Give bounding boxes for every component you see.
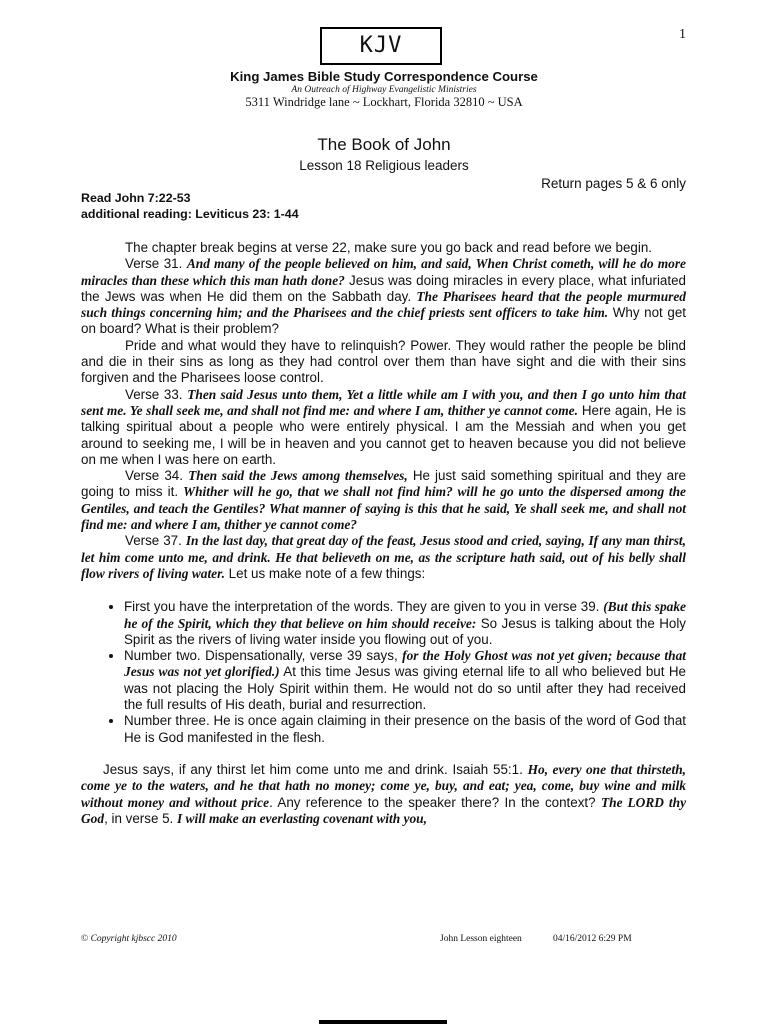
commentary: Here again, He is talking spiritual about a people who were entirely physical. I am the Messiah and when you get around to seeking me, I will be in heaven and you cannot get to heaven because you did not believe on me when I was here on earth. — [81, 402, 686, 467]
list-item: • Number two. Dispensationally, verse 39 says, for the Holy Ghost was not yet given; because that Jesus was not yet glorified.) At this time Jesus was giving eternal life to all who believed but He was not placing the Holy Spirit within them. He would not do so until after they had received the full results of His death, burial and resurrection. — [124, 648, 686, 713]
return-note: Return pages 5 & 6 only — [541, 176, 686, 191]
scripture-quote: (But this spake he of the Spirit, which they that believe on him should receive: — [124, 599, 686, 631]
page-number: 1 — [679, 27, 686, 42]
scripture-quote: In the last day, that great day of the feast, Jesus stood and cried, saying, If any man thirst, let him come unto me, and drink. He that believeth on me, as the scripture hath said, out of his belly shall flow rivers of living water. — [81, 533, 687, 581]
footer-lesson: John Lesson eighteen — [440, 934, 522, 944]
scripture-quote: for the Holy Ghost was not yet given; because that Jesus was not yet glorified.) — [124, 648, 686, 680]
commentary: Why not get on board? What is their problem? — [81, 305, 686, 337]
notes-list — [81, 599, 686, 746]
commentary: Jesus was doing miracles in every place, what infuriated the Jews was when He did them on the Sabbath day. — [81, 272, 686, 304]
reading-additional: additional reading: Leviticus 23: 1-44 — [81, 206, 299, 221]
page-bottom-bar — [319, 1020, 447, 1024]
scripture-quote: And many of the people believed on him, and said, When Christ cometh, will he do more miracles than these which this man hath done? — [81, 256, 686, 288]
verse-label: Verse 37. — [125, 533, 186, 549]
reading-main: Read John 7:22-53 — [81, 191, 191, 205]
verse-label: Verse 33. — [125, 386, 188, 402]
scripture-quote: I will make an everlasting covenant with you, — [177, 810, 427, 826]
list-item: • Number three. He is once again claiming in their presence on the basis of the word of God that He is God manifested in the flesh. — [124, 713, 686, 746]
verse-label: Verse 31. — [125, 256, 187, 272]
scripture-quote: Whither will he go, that we shall not find him? will he go unto the dispersed among the Gentiles, and teach the Gentiles? What manner of saying is this that he said, Ye shall seek me, and shall not find me: and where I am, thither ye cannot come? — [81, 484, 687, 533]
commentary: Let us make note of a few things: — [224, 565, 426, 581]
paragraph-verse-33 — [81, 387, 686, 468]
paragraph-intro: The chapter break begins at verse 22, make sure you go back and read before we begin. — [125, 240, 653, 255]
outreach-line: An Outreach of Highway Evangelistic Ministries — [291, 85, 477, 95]
paragraph-verse-37 — [81, 533, 686, 582]
commentary: He just said something spiritual and they are going to miss it. — [81, 468, 686, 500]
copyright-icon: © — [81, 934, 89, 944]
lesson-body — [81, 240, 686, 827]
footer-copyright: © Copyright kjbscc 2010 — [81, 934, 177, 944]
footer-date: 04/16/2012 6:29 PM — [553, 934, 632, 944]
book-title: The Book of John — [317, 135, 451, 154]
list-item: • First you have the interpretation of the words. They are given to you in verse 39. (But this spake he of the Spirit, which they that believe on him should receive: So Jesus is talking about the Holy Spirit as the rivers of living water inside you flowing out of you. — [124, 599, 686, 648]
kjv-badge: KJV — [320, 27, 442, 65]
scripture-quote: Then said Jesus unto them, Yet a little while am I with you, and then I go unto him that sent me. Ye shall seek me, and shall not find me: and where I am, thither ye cannot come. — [81, 386, 687, 418]
scripture-quote: Then said the Jews among themselves, — [188, 468, 408, 484]
paragraph-pride: Pride and what would they have to relinquish? Power. They would rather the people be blind and die in their sins as long as they had control over them than have sight and die with their sins forgiven and the Pharisees loose control. — [81, 337, 686, 386]
address-line: 5311 Windridge lane ~ Lockhart, Florida 32810 ~ USA — [245, 95, 523, 109]
paragraph-verse-34 — [81, 468, 686, 533]
paragraph-closing: Jesus says, if any thirst let him come unto me and drink. Isaiah 55:1. Ho, every one that thirsteth, come ye to the waters, and he that hath no money; come ye, buy, and eat; yea, come, buy wine and milk without money and without price. Any reference to the speaker there? In the context? The LORD thy God, in verse 5. I will make an everlasting covenant with you, — [81, 761, 687, 826]
reading-assignment — [81, 191, 299, 222]
lesson-title: Lesson 18 Religious leaders — [299, 158, 469, 173]
paragraph-verse-31 — [81, 256, 686, 337]
verse-label: Verse 34. — [125, 468, 189, 484]
scripture-quote: The LORD thy God — [81, 794, 687, 826]
scripture-quote: Ho, every one that thirsteth, come ye to the waters, and he that hath no money; come ye, buy, and eat; yea, come, buy wine and milk without money and without price — [81, 761, 686, 810]
scripture-quote: The Pharisees heard that the people murmured such things concerning him; and the Pharisees and the chief priests sent officers to take him. — [81, 288, 686, 321]
course-title: King James Bible Study Correspondence Course — [230, 69, 538, 84]
